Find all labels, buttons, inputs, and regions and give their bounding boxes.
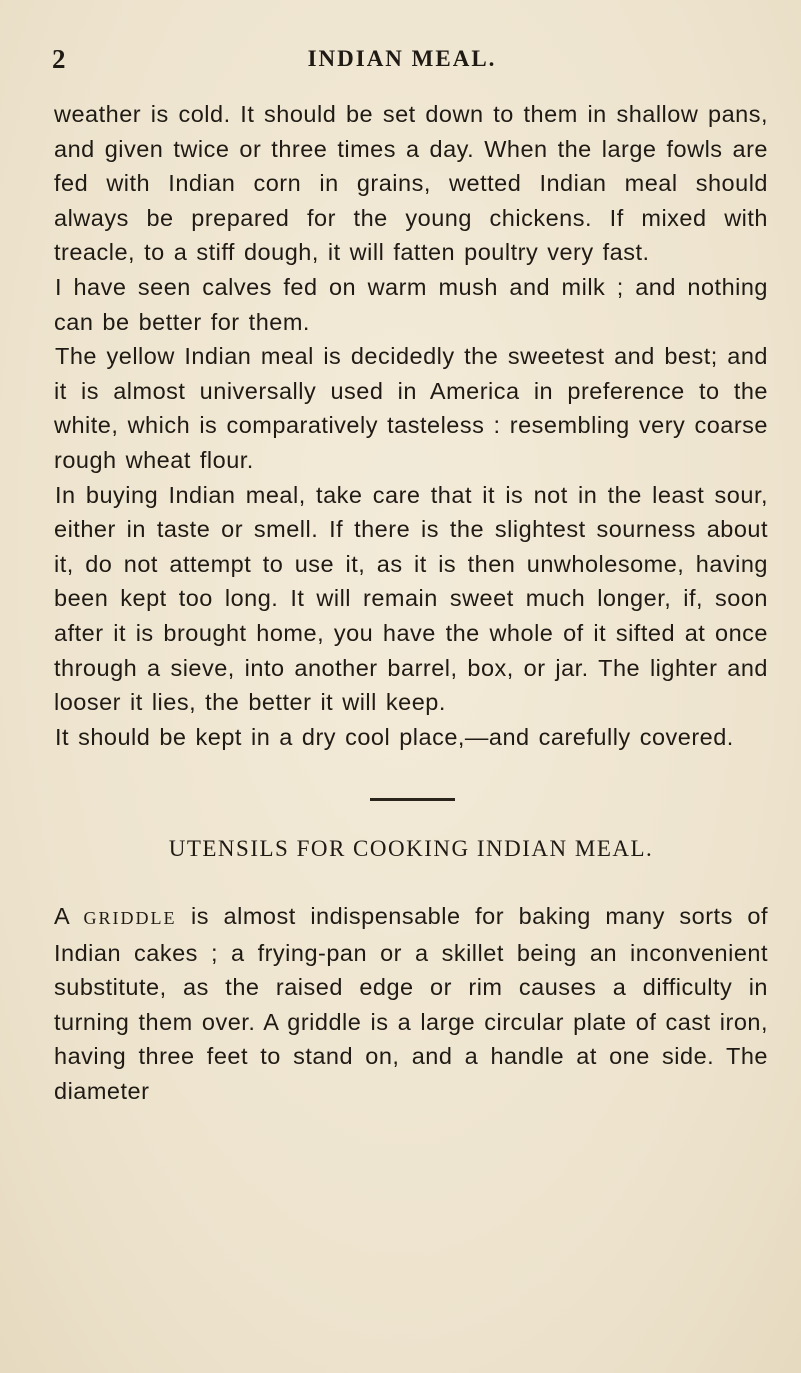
paragraph-storage: It should be kept in a dry cool place,—and carefully covered.: [55, 723, 734, 750]
paragraph-poultry: weather is cold. It should be set down to them in shallow pans, and given twice or three times a day. When the large fowls are fed with Indian corn in grains, wetted Indian meal should always be prepared for the young chickens. If mixed with treacle, to a stiff dough, it will fatten poultry very fast.: [54, 101, 768, 266]
section-divider: [370, 798, 455, 801]
section-body: is almost indispensable for baking many sorts of Indian cakes ; a frying-pan or a skillet being an inconvenient substitute, as the raised edge or rim causes a difficulty in turning them over. A griddle is a large circular plate of cast iron, having three feet to stand on, and a handle at one side. The diameter: [54, 903, 768, 1104]
lead-article: A: [54, 903, 69, 929]
paragraph-yellow-meal: The yellow Indian meal is decidedly the sweetest and best; and it is almost universally used in America in preference to the white, which is comparatively tasteless : resembling very coarse rough wheat flour.: [54, 343, 768, 473]
page-header: [52, 44, 752, 84]
running-head: INDIAN MEAL.: [307, 46, 497, 71]
section-title: UTENSILS FOR COOKING INDIAN MEAL.: [168, 836, 654, 861]
section-text: [54, 899, 768, 1109]
page-number: 2: [52, 44, 67, 74]
body-text: [54, 97, 768, 754]
paragraph-buying: In buying Indian meal, take care that it is not in the least sour, either in taste or smell. If there is the slightest sourness about it, do not attempt to use it, as it is then unwholesome, having been kept too long. It will remain sweet much longer, if, soon after it is brought home, you have the whole of it sifted at once through a sieve, into another barrel, box, or jar. The lighter and looser it lies, the better it will keep.: [54, 481, 768, 716]
paragraph-calves: I have seen calves fed on warm mush and milk ; and nothing can be better for them.: [54, 273, 768, 335]
lead-term: GRIDDLE: [83, 908, 177, 928]
